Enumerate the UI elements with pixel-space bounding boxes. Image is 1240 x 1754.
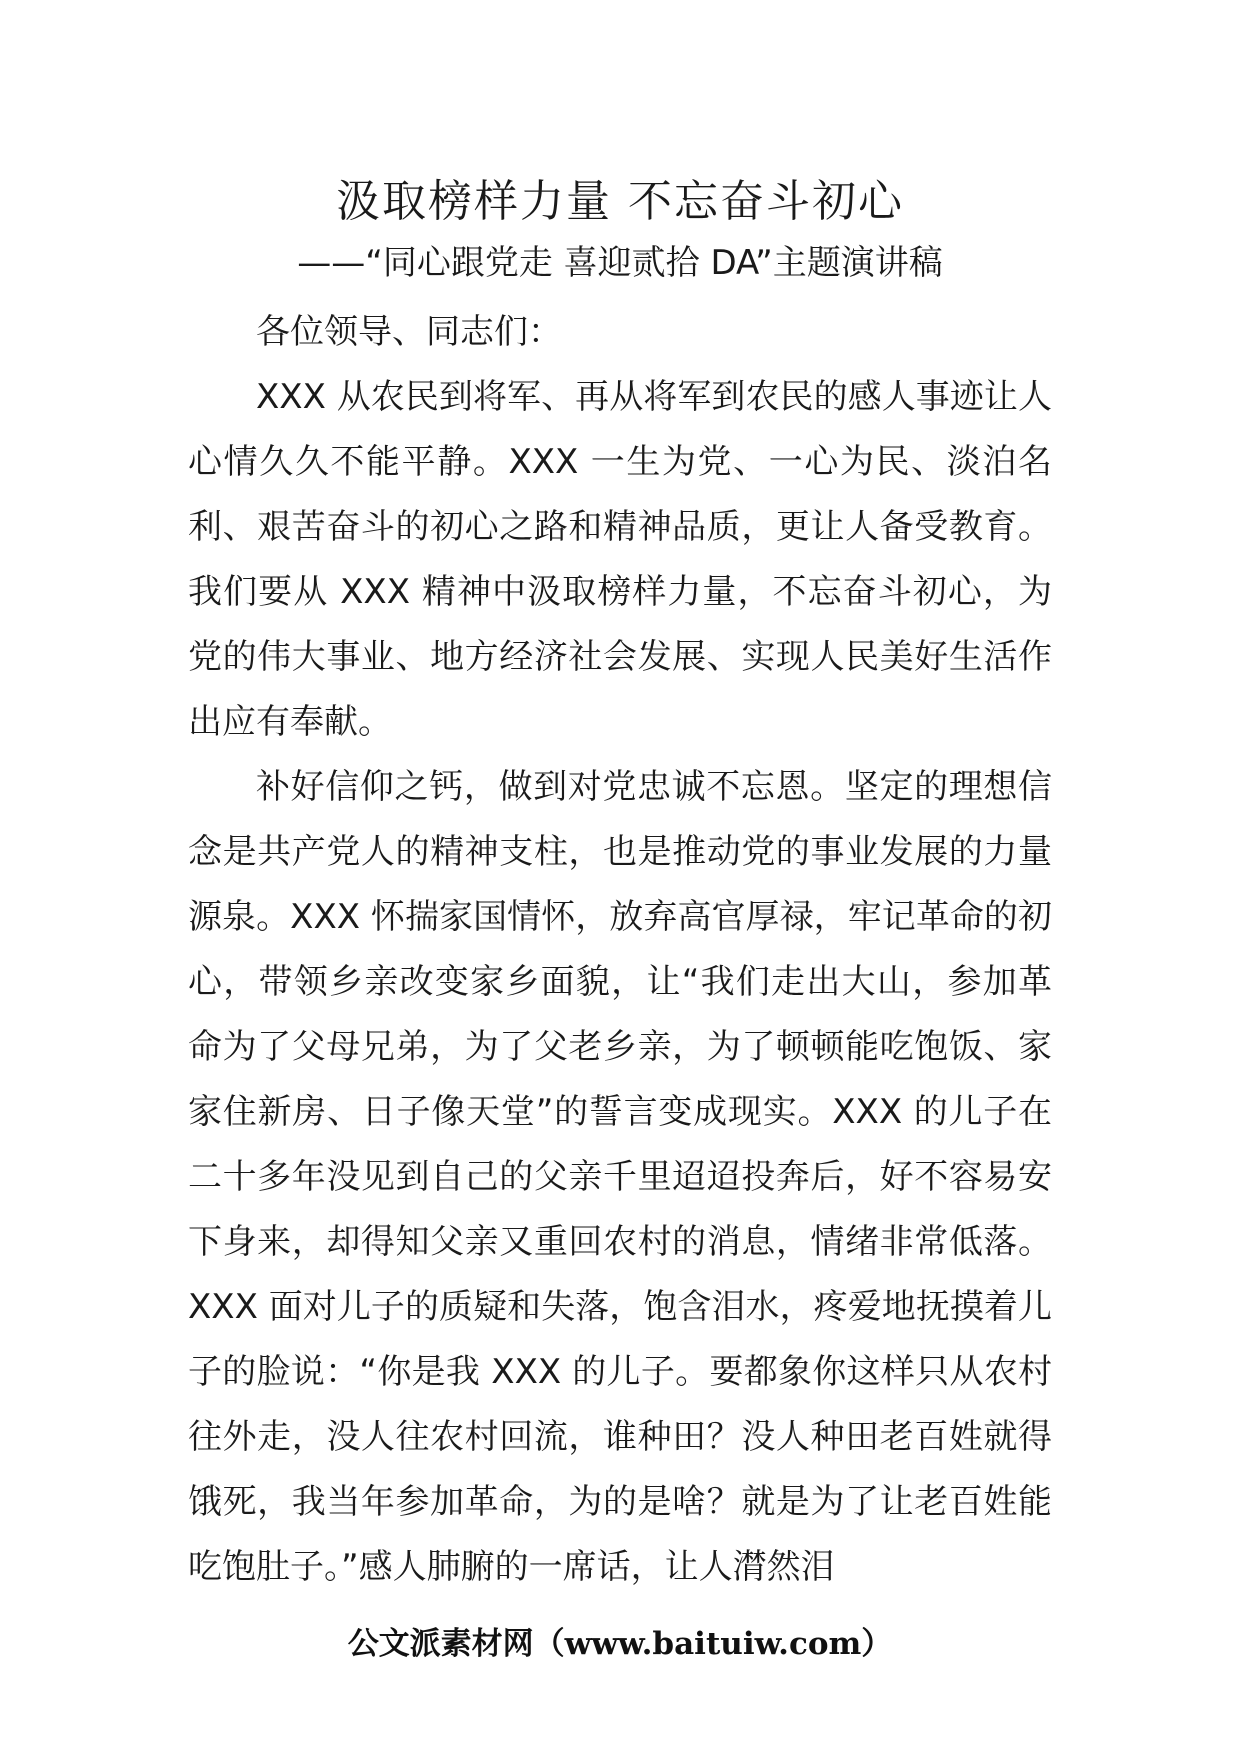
document-subtitle: ——“同心跟党走 喜迎贰拾 DA”主题演讲稿: [297, 243, 943, 283]
footer-watermark: 公文派素材网（www.baituiw.com）: [347, 1626, 893, 1662]
paragraph-1: XXX 从农民到将军、再从将军到农民的感人事迹让人心情久久不能平静。XXX 一生为党、一心为民、淡泊名利、艰苦奋斗的初心之路和精神品质，更让人备受教育。我们要从 XXX 精神中汲取榜样力量，不忘奋斗初心，为党的伟大事业、地方经济社会发展、实现人民美好生活作出应有奉献。: [188, 377, 1052, 742]
document-title: 汲取榜样力量 不忘奋斗初心: [336, 176, 904, 227]
salutation: 各位领导、同志们：: [256, 312, 562, 352]
document-body: [188, 300, 1052, 1600]
paragraph-2: 补好信仰之钙，做到对党忠诚不忘恩。坚定的理想信念是共产党人的精神支柱，也是推动党的事业发展的力量源泉。XXX 怀揣家国情怀，放弃高官厚禄，牢记革命的初心，带领乡亲改变家乡面貌，让“我们走出大山，参加革命为了父母兄弟，为了父老乡亲，为了顿顿能吃饱饭、家家住新房、日子像天堂”的誓言变成现实。XXX 的儿子在二十多年没见到自己的父亲千里迢迢投奔后，好不容易安下身来，却得知父亲又重回农村的消息，情绪非常低落。XXX 面对儿子的质疑和失落，饱含泪水，疼爱地抚摸着儿子的脸说：“你是我 XXX 的儿子。要都象你这样只从农村往外走，没人往农村回流，谁种田？没人种田老百姓就得饿死，我当年参加革命，为的是啥？就是为了让老百姓能吃饱肚子。”感人肺腑的一席话，让人潸然泪: [188, 767, 1052, 1587]
